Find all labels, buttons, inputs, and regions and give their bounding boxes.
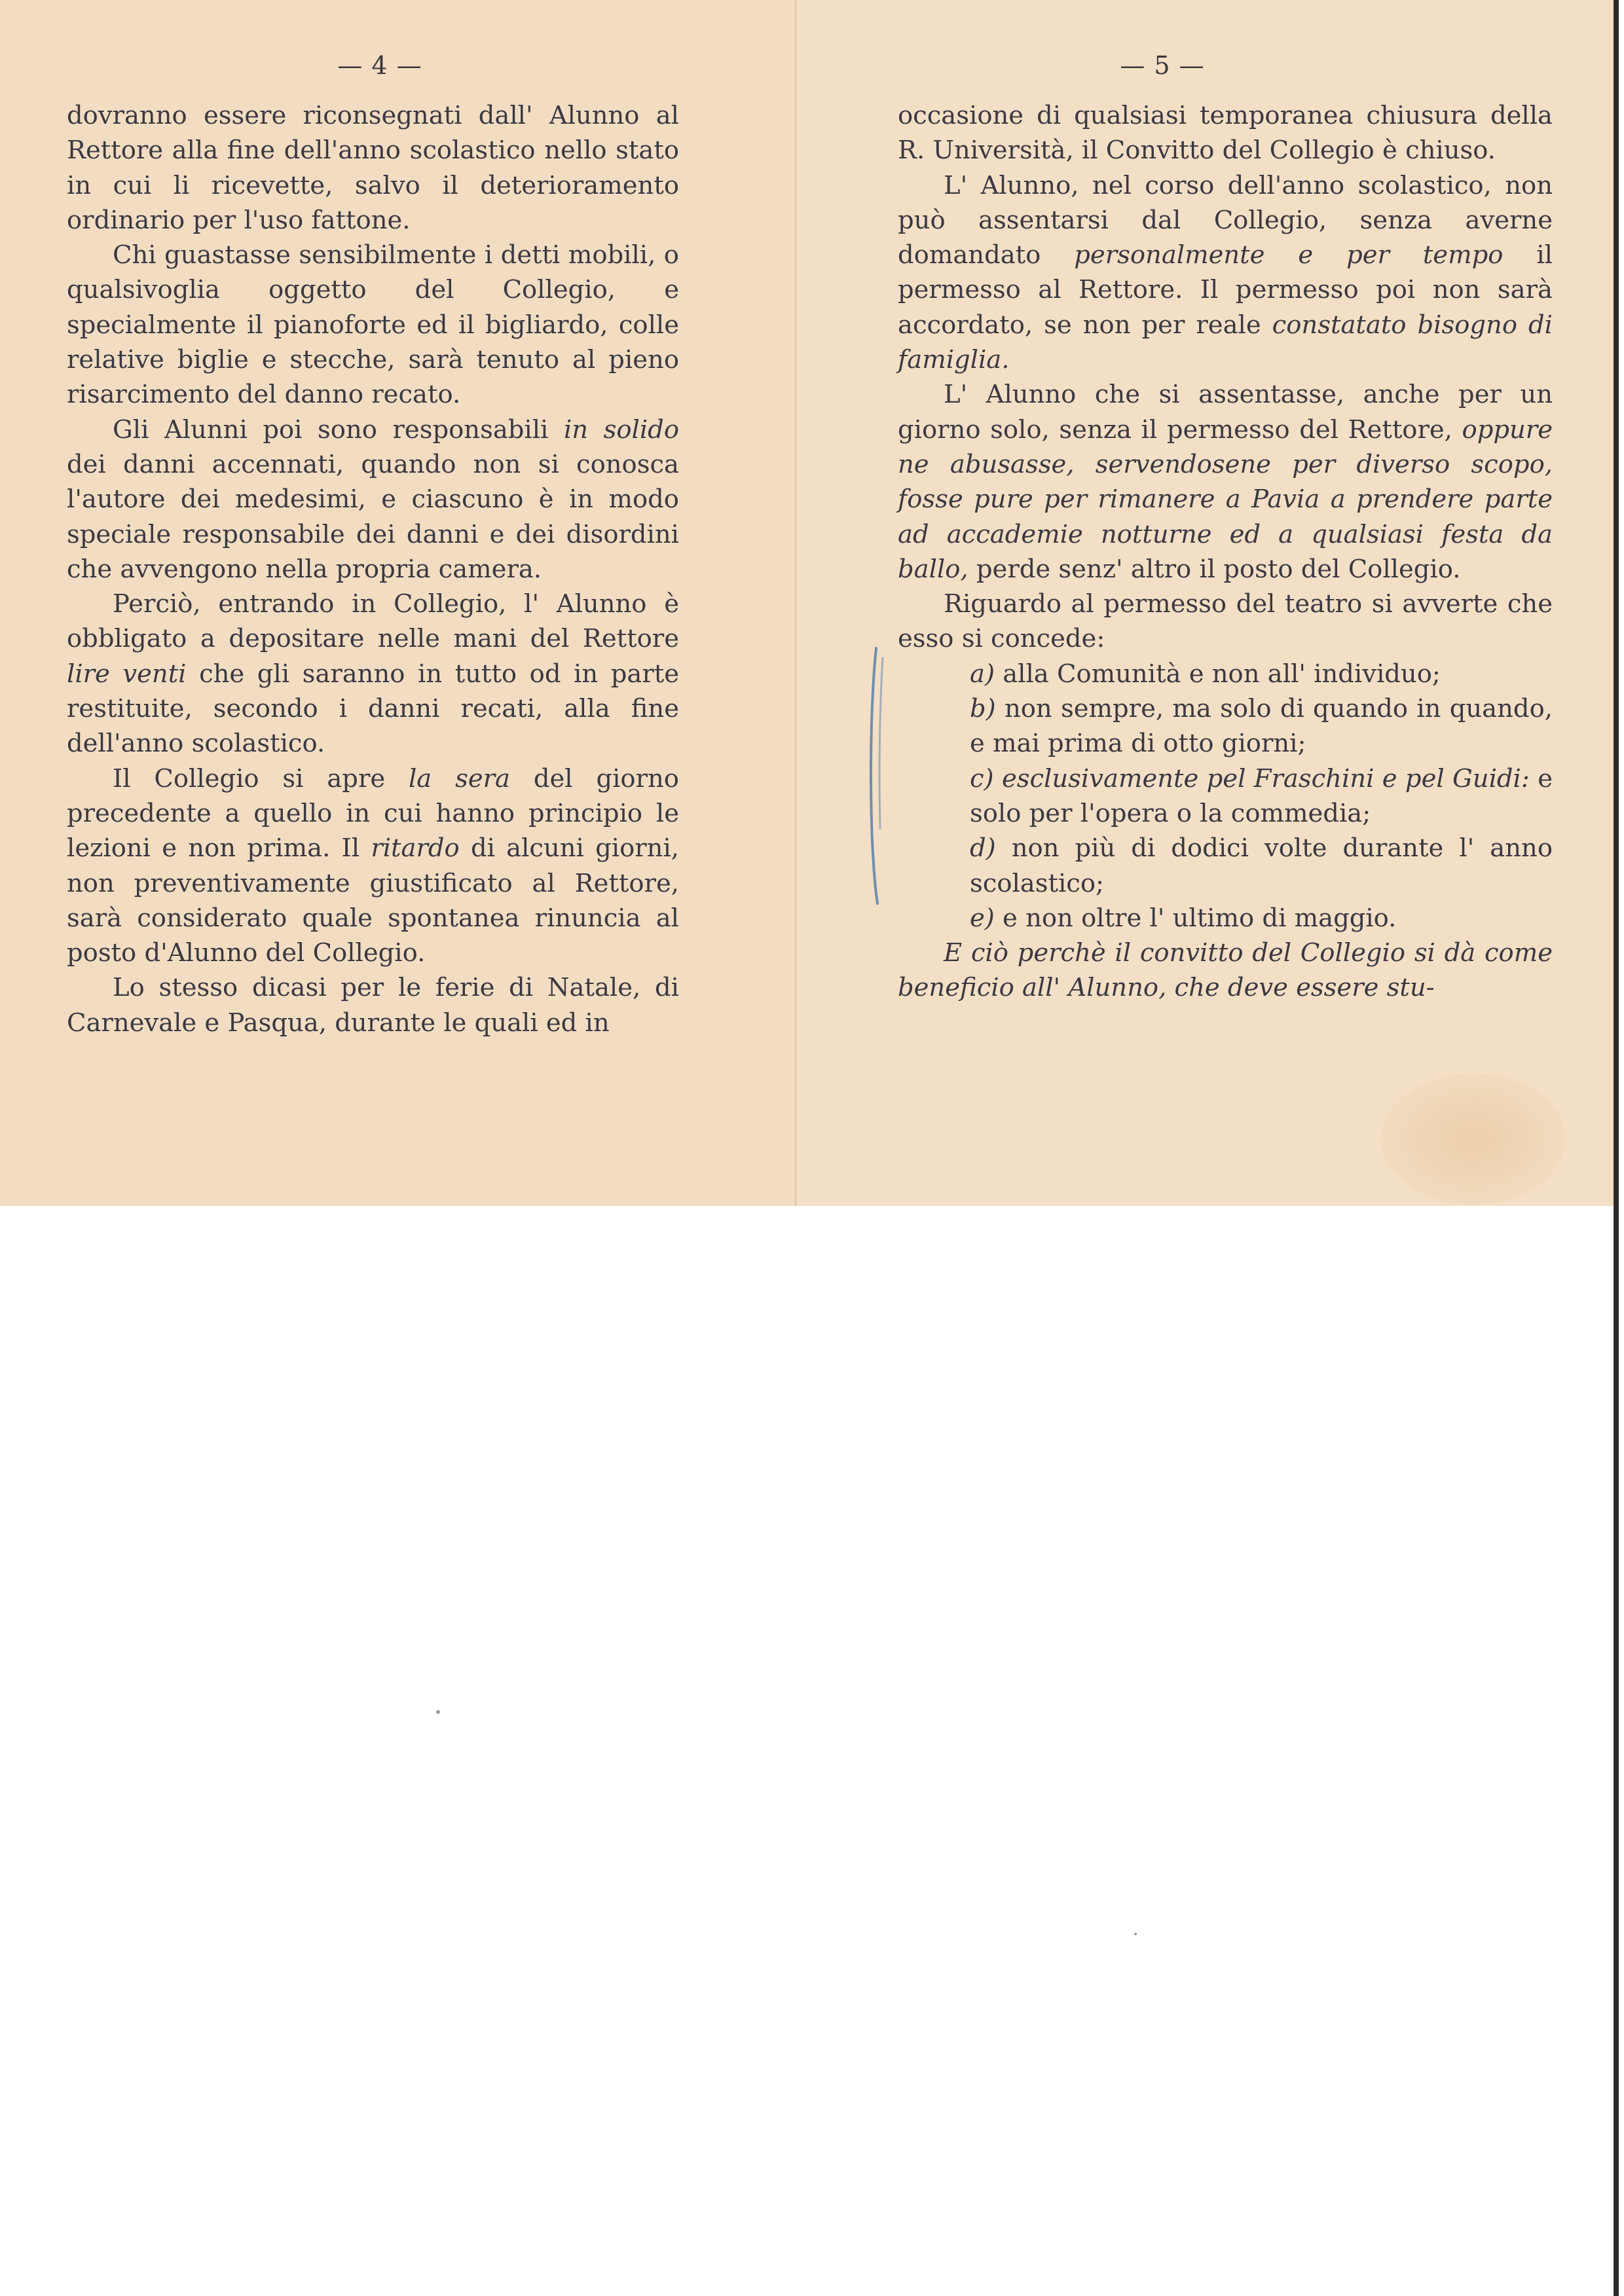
paragraph — [67, 238, 679, 412]
paragraph — [898, 98, 1553, 168]
italic-text: ritardo — [371, 833, 460, 864]
text-run: alla Comunità e non all' individuo; — [994, 659, 1441, 689]
page-number: — 5 — — [1120, 51, 1205, 80]
text-run: dei danni accennati, quando non si conosca l'autore dei medesimi, e ciascuno è in modo speciale responsabile dei danni e dei disordini che avvengono nella propria camera. — [67, 449, 679, 584]
list-item — [898, 761, 1553, 831]
text-run: di alcuni giorni, non preventivamente giustificato al Rettore, sarà considerato quale spontanea rinuncia al posto d'Alunno del Collegio. — [67, 833, 680, 968]
text-run: Lo stesso dicasi per le ferie di Natale, di Carnevale e Pasqua, durante le quali ed in — [67, 973, 679, 1038]
italic-text: a) — [970, 659, 995, 689]
italic-text: oppure ne abusasse, servendosene per diverso scopo, fosse pure per rimanere a Pavia a prendere parte ad accademie notturne ed a qualsiasi festa da ballo, — [898, 414, 1553, 584]
italic-text: la sera — [408, 763, 511, 793]
italic-text: c) esclusivamente pel Fraschini e pel Guidi: — [970, 763, 1530, 793]
italic-text: personalmente e per tempo — [1074, 240, 1504, 270]
paragraph — [67, 98, 679, 238]
text-run: non sempre, ma solo di quando in quando, e mai prima di otto giorni; — [970, 694, 1553, 759]
text-run: Gli Alunni poi sono responsabili — [113, 414, 564, 445]
page-number: — 4 — — [337, 51, 422, 80]
text-run: L' Alunno che si assentasse, anche per un giorno solo, senza il permesso del Rettore, — [898, 380, 1553, 445]
text-run: non più di dodici volte durante l' anno scolastico; — [970, 833, 1553, 898]
text-run: Perciò, entrando in Collegio, l' Alunno è obbligato a depositare nelle mani del Rettore — [67, 589, 679, 654]
paragraph — [898, 168, 1553, 378]
paragraph — [67, 587, 679, 761]
italic-text: b) — [970, 694, 996, 724]
pencil-margin-mark — [863, 645, 889, 907]
page-5-body — [898, 98, 1553, 1006]
paragraph — [898, 936, 1553, 1006]
paragraph — [898, 377, 1553, 587]
list-item — [898, 831, 1553, 901]
paper-stain — [1382, 1074, 1565, 1205]
text-run: occasione di qualsiasi temporanea chiusura della R. Università, il Convitto del Collegio è chiuso. — [898, 101, 1553, 166]
italic-text: e) — [970, 903, 995, 933]
text-run: Il Collegio si apre — [113, 763, 409, 793]
paragraph — [67, 970, 679, 1040]
italic-text: E ciò perchè il convitto del Collegio si dà come beneficio all' Alunno, che deve essere stu- — [898, 938, 1553, 1003]
text-run: che gli saranno in tutto od in parte restituite, secondo i danni recati, alla fine dell'anno scolastico. — [67, 659, 679, 759]
scan-edge — [1614, 0, 1619, 2296]
text-run: e solo per l'opera o la commedia; — [970, 763, 1553, 828]
list-item — [898, 657, 1553, 691]
scan-speck — [1134, 1933, 1137, 1935]
page-5 — [797, 0, 1614, 1206]
text-run: perde senz' altro il posto del Collegio. — [968, 554, 1461, 584]
italic-text: in solido — [563, 414, 679, 445]
page-4 — [0, 0, 797, 1206]
list-item — [898, 691, 1553, 761]
text-run: Riguardo al permesso del teatro si avverte che esso si concede: — [898, 589, 1553, 654]
paragraph — [898, 587, 1553, 657]
text-run: e non oltre l' ultimo di maggio. — [994, 903, 1397, 933]
paragraph — [67, 761, 679, 971]
italic-text: lire venti — [67, 659, 187, 689]
text-run: dovranno essere riconsegnati dall' Alunno al Rettore alla fine dell'anno scolastico nello stato in cui li ricevette, salvo il deterioramento ordinario per l'uso fattone. — [67, 101, 679, 235]
paragraph — [67, 412, 679, 587]
italic-text: d) — [970, 833, 996, 864]
text-run: il permesso al Rettore. Il permesso poi non sarà accordato, se non per reale — [898, 240, 1553, 340]
italic-text: constatato bisogno di famiglia. — [898, 310, 1553, 375]
text-run: Chi guastasse sensibilmente i detti mobili, o qualsivoglia oggetto del Collegio, e specialmente il pianoforte ed il bigliardo, colle relative biglie e stecche, sarà tenuto al pieno risarcimento del danno recato. — [67, 240, 679, 410]
scan-speck — [436, 1710, 440, 1714]
page-4-body — [67, 98, 679, 1040]
list-item — [898, 901, 1553, 936]
text-run: del giorno precedente a quello in cui hanno principio le lezioni e non prima. Il — [67, 763, 679, 864]
text-run: L' Alunno, nel corso dell'anno scolastico, non può assentarsi dal Collegio, senza averne domandato — [898, 170, 1553, 270]
